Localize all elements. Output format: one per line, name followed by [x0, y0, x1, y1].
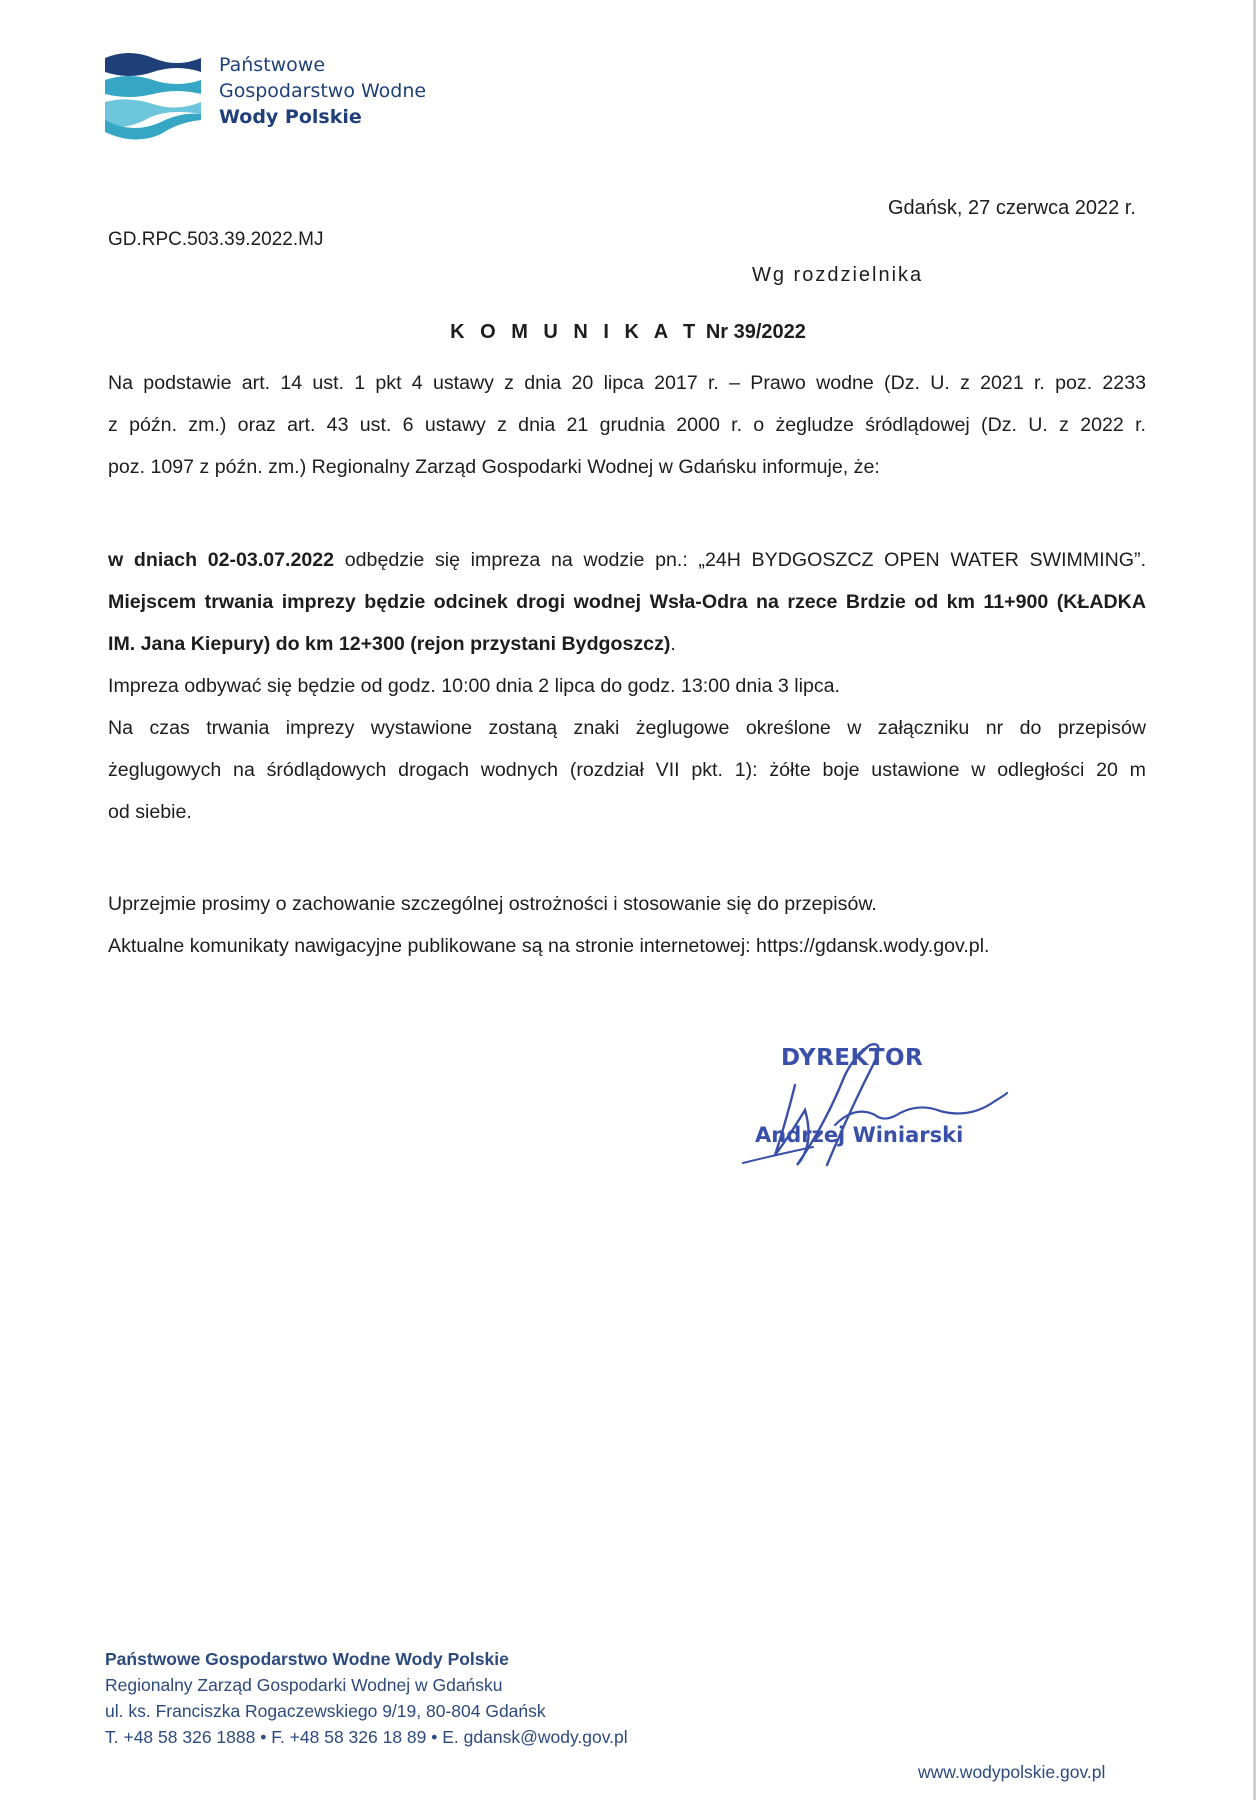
logo-line-1: Państwowe [219, 54, 326, 76]
event-signs-line-1: Na czas trwania imprezy wystawione zostaną znaki żeglugowe określone w załączniku nr do przepisów [108, 717, 1146, 739]
signature-name: Andrzej Winiarski [755, 1123, 964, 1147]
event-dates: w dniach 02-03.07.2022 [108, 549, 335, 571]
distribution-note: Wg rozdzielnika [752, 264, 924, 286]
closing-paragraph [108, 883, 1146, 967]
event-name: odbędzie się impreza na wodzie pn.: „24H BYDGOSZCZ OPEN WATER SWIMMING”. [334, 549, 1147, 571]
event-place-line-1: Miejscem trwania imprezy będzie odcinek drogi wodnej Wsła-Odra na rzece Brdzie od km 11+900 (KŁADKA [108, 591, 1146, 613]
intro-line-2: z późn. zm.) oraz art. 43 ust. 6 ustawy z dnia 21 grudnia 2000 r. o żegludze śródlądowej (Dz. U. z 2022 r. [108, 414, 1146, 436]
event-dates-line [108, 539, 1146, 581]
event-hours: Impreza odbywać się będzie od godz. 10:00 dnia 2 lipca do godz. 13:00 dnia 3 lipca. [108, 675, 840, 697]
event-place-bold: IM. Jana Kiepury) do km 12+300 (rejon przystani Bydgoszcz) [108, 633, 671, 655]
document-date: Gdańsk, 27 czerwca 2022 r. [888, 197, 1136, 219]
document-title [0, 321, 1256, 344]
signature-block [735, 1015, 1035, 1185]
intro-paragraph [108, 362, 1146, 488]
handwritten-signature-icon [735, 1015, 1035, 1185]
logo-line-2: Gospodarstwo Wodne [219, 80, 427, 102]
intro-line-3: poz. 1097 z późn. zm.) Regionalny Zarząd Gospodarki Wodnej w Gdańsku informuje, że: [108, 456, 880, 478]
footer-org: Państwowe Gospodarstwo Wodne Wody Polskie [105, 1649, 509, 1669]
reference-number: GD.RPC.503.39.2022.MJ [108, 229, 324, 250]
footer-division: Regionalny Zarząd Gospodarki Wodnej w Gdańsku [105, 1675, 503, 1695]
event-place-end: . [670, 633, 676, 655]
signature-title: DYREKTOR [781, 1045, 924, 1071]
intro-line-1: Na podstawie art. 14 ust. 1 pkt 4 ustawy z dnia 20 lipca 2017 r. – Prawo wodne (Dz. U. z 2021 r. poz. 2233 [108, 372, 1146, 394]
closing-line-1: Uprzejmie prosimy o zachowanie szczególnej ostrożności i stosowanie się do przepisów. [108, 893, 877, 915]
wody-polskie-logo-icon [105, 50, 201, 140]
event-paragraph [108, 539, 1146, 833]
title-word: K O M U N I K A T [450, 321, 701, 343]
title-number: Nr 39/2022 [705, 321, 806, 343]
logo [105, 48, 505, 148]
event-signs-line-2: żeglugowych na śródlądowych drogach wodnych (rozdział VII pkt. 1): żółte boje ustawione w odległości 20 m [108, 759, 1146, 781]
footer-website-link[interactable]: www.wodypolskie.gov.pl [918, 1762, 1106, 1782]
event-place-line-2 [108, 623, 1146, 665]
logo-line-3: Wody Polskie [219, 106, 362, 128]
logo-text [219, 52, 426, 130]
closing-line-2: Aktualne komunikaty nawigacyjne publikowane są na stronie internetowej: https://gdansk.wody.gov.pl. [108, 935, 990, 957]
footer [105, 1646, 628, 1750]
footer-contact: T. +48 58 326 1888 • F. +48 58 326 18 89 • E. gdansk@wody.gov.pl [105, 1727, 628, 1747]
footer-address: ul. ks. Franciszka Rogaczewskiego 9/19, 80-804 Gdańsk [105, 1701, 546, 1721]
event-signs-line-3: od siebie. [108, 801, 192, 823]
